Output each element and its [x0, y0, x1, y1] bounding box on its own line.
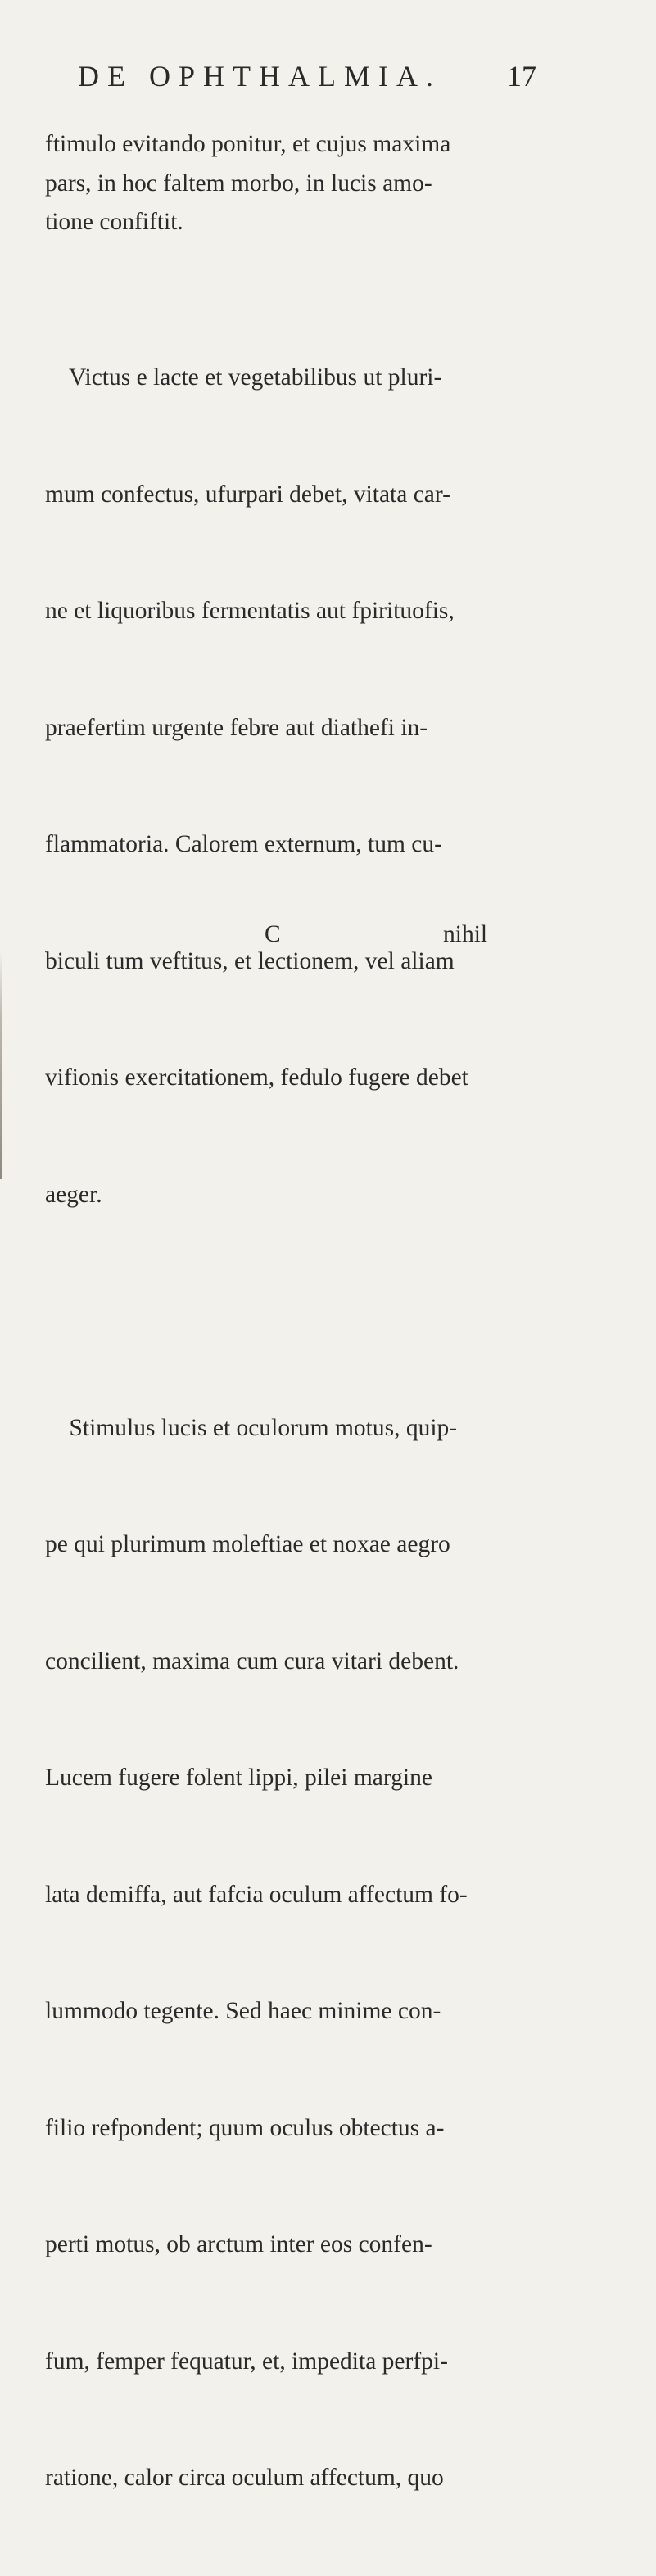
text-line: vifionis exercitationem, fedulo fugere debet: [45, 1064, 468, 1091]
running-title: DE OPHTHALMIA.: [78, 60, 441, 93]
text-line: Stimulus lucis et oculorum motus, quip-: [45, 1414, 458, 1441]
page-header: [78, 59, 536, 93]
signature-mark: C: [265, 921, 281, 947]
text-line: lummodo tegente. Sed haec minime con-: [45, 1998, 441, 2024]
text-line: mum confectus, ufurpari debet, vitata car-: [45, 481, 450, 508]
text-line: Lucem fugere folent lippi, pilei margine: [45, 1765, 432, 1791]
body-text: [45, 125, 536, 2576]
text-line: ne et liquoribus fermentatis aut fpirituofis,: [45, 598, 455, 624]
text-line: ftimulo evitando ponitur, et cujus maxima: [45, 131, 451, 157]
paragraph-2: [45, 281, 536, 1292]
text-line: pars, in hoc faltem morbo, in lucis amo-: [45, 169, 432, 197]
catchword: nihil: [443, 921, 488, 947]
text-line: perti motus, ob arctum inter eos confen-: [45, 2231, 432, 2257]
text-line: pe qui plurimum moleftiae et noxae aegro: [45, 1531, 450, 1557]
text-line: concilient, maxima cum cura vitari debent.: [45, 1647, 459, 1674]
text-line: ratione, calor circa oculum affectum, quo: [45, 2465, 444, 2491]
text-line: praefertim urgente febre aut diathefi in-: [45, 714, 428, 741]
text-line: aeger.: [45, 1181, 102, 1208]
text-line: lata demiffa, aut fafcia oculum affectum fo-: [45, 1881, 468, 1908]
page-number: 17: [507, 60, 536, 93]
text-line: flammatoria. Calorem externum, tum cu-: [45, 831, 442, 857]
text-line: biculi tum veftitus, et lectionem, vel aliam: [45, 947, 455, 974]
text-line: fum, femper fequatur, et, impedita perfpi-: [45, 2348, 448, 2375]
text-line: tione confiftit.: [45, 209, 183, 235]
text-line: filio refpondent; quum oculus obtectus a-: [45, 2114, 445, 2141]
paragraph-1: [45, 125, 536, 242]
paragraph-3: [45, 1331, 536, 2576]
binding-edge: [0, 950, 2, 1179]
text-line: Victus e lacte et vegetabilibus ut pluri-: [45, 364, 442, 391]
